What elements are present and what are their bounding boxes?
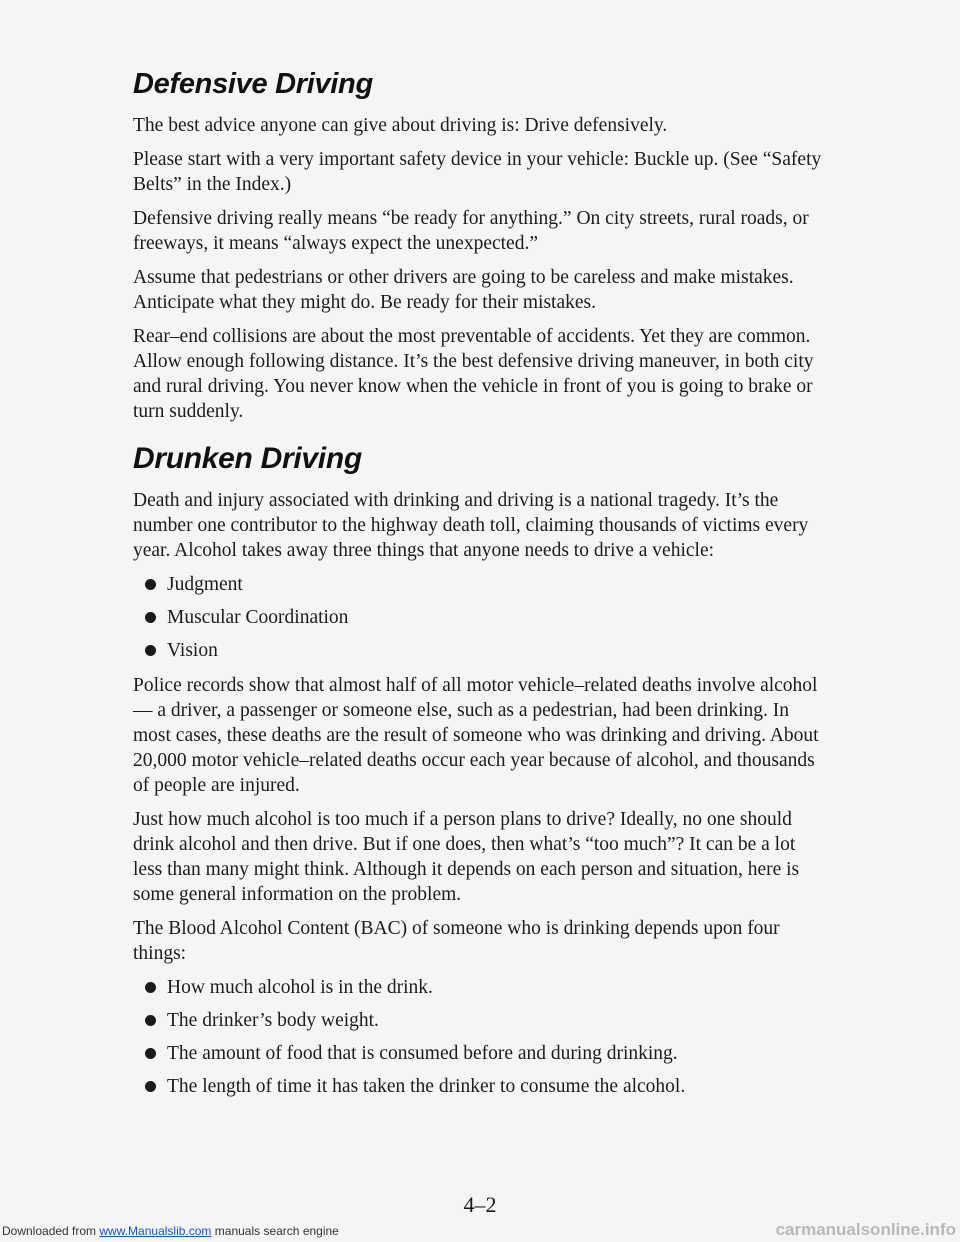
paragraph: Defensive driving really means “be ready for anything.” On city streets, rural roads, or freeways, it means “always expect the unexpected.” — [133, 208, 809, 254]
bullet-icon — [145, 1081, 156, 1092]
paragraph: Please start with a very important safety device in your vehicle: Buckle up. (See “Safety Belts” in the Index.) — [133, 149, 822, 195]
list-item — [133, 605, 823, 630]
page-content — [133, 68, 823, 1109]
watermark: carmanualsonline.info — [775, 1220, 956, 1239]
paragraph: The best advice anyone can give about driving is: Drive defensively. — [133, 115, 668, 136]
list-item-text: The amount of food that is consumed before and during drinking. — [167, 1043, 678, 1064]
list-item — [133, 975, 823, 1000]
heading-defensive-driving: Defensive Driving — [133, 68, 373, 100]
bullet-list-bac-factors — [133, 975, 823, 1099]
paragraph: Rear–end collisions are about the most preventable of accidents. Yet they are common. Allow enough following distance. It’s the best defensive driving maneuver, in both city and rural driving. You never know when the vehicle in front of you is going to brake or turn suddenly. — [133, 326, 814, 422]
list-item-text: Vision — [167, 640, 218, 661]
list-item — [133, 1074, 823, 1099]
bullet-list-impairments — [133, 572, 823, 663]
bullet-icon — [145, 579, 156, 590]
bullet-icon — [145, 612, 156, 623]
list-item — [133, 638, 823, 663]
list-item-text: How much alcohol is in the drink. — [167, 977, 433, 998]
bullet-icon — [145, 1048, 156, 1059]
paragraph: Death and injury associated with drinking and driving is a national tragedy. It’s the number one contributor to the highway death toll, claiming thousands of victims every year. Alcohol takes away three things that anyone needs to drive a vehicle: — [133, 490, 809, 561]
list-item — [133, 1008, 823, 1033]
download-prefix: Downloaded from — [2, 1224, 100, 1238]
bullet-icon — [145, 1015, 156, 1026]
download-suffix: manuals search engine — [211, 1224, 339, 1238]
page-number: 4–2 — [463, 1192, 497, 1217]
list-item-text: The drinker’s body weight. — [167, 1010, 379, 1031]
list-item — [133, 572, 823, 597]
download-notice — [2, 1224, 339, 1238]
footer — [0, 1218, 960, 1242]
bullet-icon — [145, 982, 156, 993]
list-item-text: Judgment — [167, 574, 243, 595]
bullet-icon — [145, 645, 156, 656]
list-item-text: The length of time it has taken the drinker to consume the alcohol. — [167, 1076, 686, 1097]
list-item — [133, 1041, 823, 1066]
paragraph: Police records show that almost half of all motor vehicle–related deaths involve alcohol — a driver, a passenger or someone else, such as a pedestrian, had been drinking. In most cases, these deaths are the result of someone who was drinking and driving. About 20,000 motor vehicle–related deaths occur each year because of alcohol, and thousands of people are injured. — [133, 675, 819, 796]
manualslib-link[interactable]: www.Manualslib.com — [99, 1224, 212, 1238]
paragraph: Just how much alcohol is too much if a person plans to drive? Ideally, no one should drink alcohol and then drive. But if one does, then what’s “too much”? It can be a lot less than many might think. Although it depends on each person and situation, here is some general information on the problem. — [133, 809, 800, 905]
paragraph: The Blood Alcohol Content (BAC) of someone who is drinking depends upon four things: — [133, 918, 780, 964]
paragraph: Assume that pedestrians or other drivers are going to be careless and make mistakes. Anticipate what they might do. Be ready for their mistakes. — [133, 267, 794, 313]
heading-drunken-driving: Drunken Driving — [133, 442, 362, 475]
list-item-text: Muscular Coordination — [167, 607, 349, 628]
